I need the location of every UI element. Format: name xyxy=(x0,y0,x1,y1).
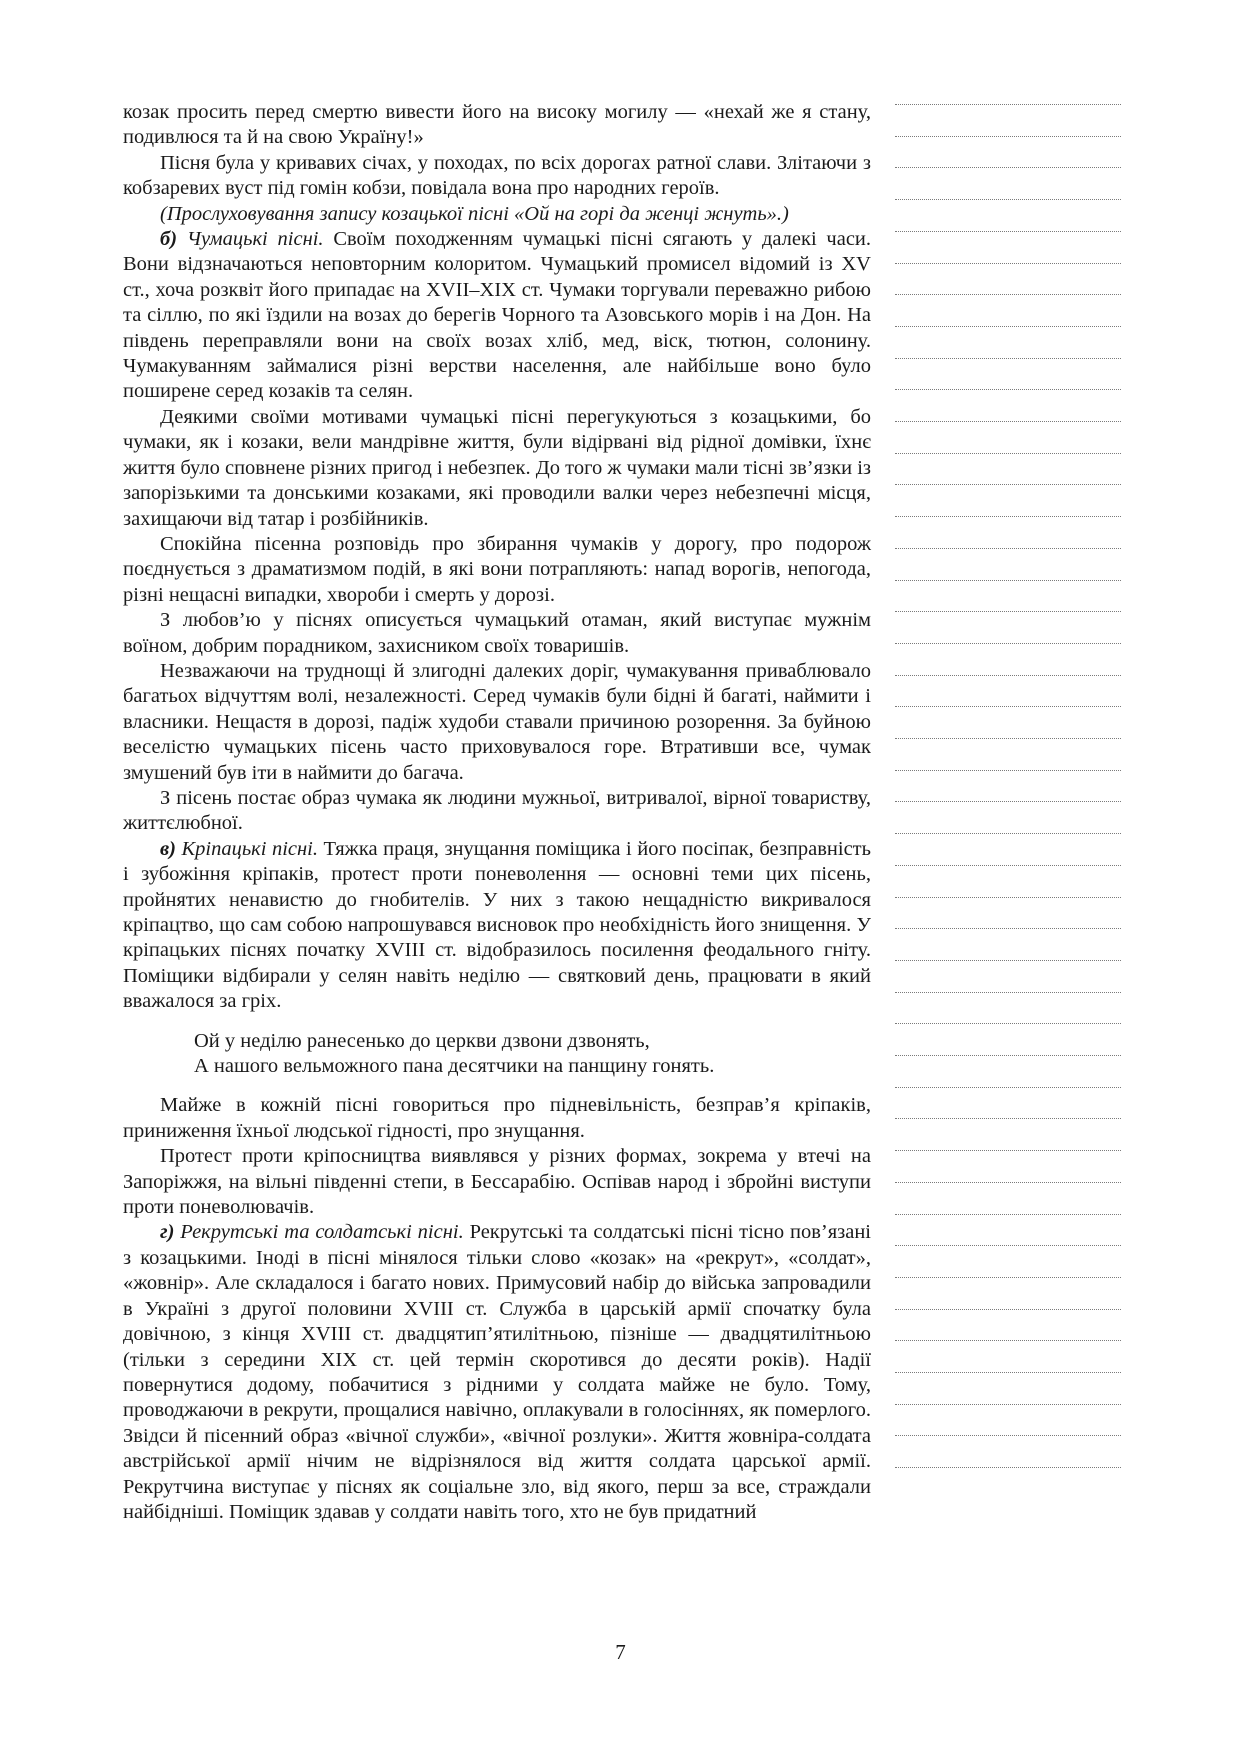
notes-margin xyxy=(895,0,1121,1754)
note-line xyxy=(895,1118,1121,1119)
note-line xyxy=(895,104,1121,105)
note-line xyxy=(895,294,1121,295)
paragraph-continuation: козак просить перед смертю вивести його на високу могилу — «нехай же я стану, подивлюся та й на свою Україну!» xyxy=(123,101,871,149)
section-paragraph xyxy=(123,227,871,405)
note-line xyxy=(895,1214,1121,1215)
note-line xyxy=(895,706,1121,707)
section-heading: Чумацькі пісні. xyxy=(186,228,324,251)
note-line xyxy=(895,1055,1121,1056)
paragraph: Спокійна пісенна розповідь про збирання чумаків у дорогу, про подорож поєднується з драматизмом подій, в які вони потрапляють: напад ворогів, непогода, різні нещасні випадки, хвороби і смерть у дорозі. xyxy=(123,532,871,606)
paragraph: З любов’ю у піснях описується чумацький отаман, який виступає мужнім воїном, добрим порадником, захисником своїх товаришів. xyxy=(123,609,871,657)
note-line xyxy=(895,453,1121,454)
section-text: Тяжка праця, знущання поміщика і його посіпак, безправність і зубожіння кріпаків, протест проти поневолення — основні теми цих пісень, пройнятих ненавистю до гнобителів. У них з такою нещадністю викривалося кріпацтво, що сам собою напрошувався висновок про необхідність його знищення. У кріпацьких піснях початку XVIII ст. відобразилось посилення феодального гніту. Поміщики відбирали у селян навіть неділю — святковий день, працювати в який вважалося за гріх. xyxy=(123,837,871,1013)
note-line xyxy=(895,833,1121,834)
note-line xyxy=(895,675,1121,676)
note-line xyxy=(895,1404,1121,1405)
note-line xyxy=(895,263,1121,264)
note-line xyxy=(895,865,1121,866)
section-letter: б) xyxy=(160,228,178,251)
paragraph: Пісня була у кривавих січах, у походах, по всіх дорогах ратної слави. Злітаючи з кобзаревих вуст під гомін кобзи, повідала вона про народних героїв. xyxy=(123,151,871,200)
note-line xyxy=(895,1340,1121,1341)
paragraph: Незважаючи на труднощі й злигодні далеких доріг, чумакування приваблювало багатьох відчуттям волі, незалежності. Серед чумаків були бідні й багаті, наймити і власники. Нещастя в дорозі, падіж худоби ставали причиною розорення. За буйною веселістю чумацьких пісень часто приховувалося горе. Втративши все, чумак змушений був іти в наймити до багача. xyxy=(123,659,871,784)
note-line xyxy=(895,992,1121,993)
section-heading: Кріпацькі пісні. xyxy=(181,837,318,860)
section-letter: г) xyxy=(160,1221,175,1244)
section-text: Своїм походженням чумацькі пісні сягають у далекі часи. Вони відзначаються неповторним колоритом. Чумацький промисел відомий із XV ст., хоча розквіт його припадає на XVII–XIX ст. Чумаки торгували переважно рибою та сіллю, по які їздили на возах до берегів Чорного та Азовського морів і на Дон. На південь переправляли вони на своїх возах хліб, мед, віск, тютюн, солонину. Чумакуванням займалися різні верстви населення, але найбільше воно було поширене серед козаків та селян. xyxy=(123,228,872,403)
note-line xyxy=(895,960,1121,961)
note-line xyxy=(895,326,1121,327)
verse-quote xyxy=(194,1029,871,1080)
note-line xyxy=(895,516,1121,517)
note-line xyxy=(895,1309,1121,1310)
main-text-column xyxy=(123,100,871,1525)
note-line xyxy=(895,231,1121,232)
note-line xyxy=(895,801,1121,802)
note-line xyxy=(895,897,1121,898)
note-line xyxy=(895,167,1121,168)
section-paragraph xyxy=(123,837,871,1015)
note-line xyxy=(895,580,1121,581)
note-line xyxy=(895,484,1121,485)
note-line xyxy=(895,1023,1121,1024)
note-line xyxy=(895,611,1121,612)
note-line xyxy=(895,1435,1121,1436)
section-letter: в) xyxy=(160,837,176,860)
paragraph: З пісень постає образ чумака як людини мужньої, витривалої, вірної товариству, життєлюбної. xyxy=(123,786,871,835)
section-heading: Рекрутські та солдатські пісні. xyxy=(180,1221,464,1244)
note-line xyxy=(895,928,1121,929)
note-line xyxy=(895,643,1121,644)
note-line xyxy=(895,1150,1121,1151)
note-line xyxy=(895,738,1121,739)
paragraph: Майже в кожній пісні говориться про підневільність, безправ’я кріпаків, приниження їхньої людської гідності, про знущання. xyxy=(123,1094,871,1142)
verse-line: А нашого вельможного пана десятчики на панщину гонять. xyxy=(194,1055,715,1078)
paragraph: Деякими своїми мотивами чумацькі пісні перегукуються з козацькими, бо чумаки, як і козаки, вели мандрівне життя, були відірвані від рідної домівки, їхнє життя було сповнене різних пригод і небезпек. До того ж чумаки мали тісні зв’язки із запорізькими та донськими козаками, які проводили валки через небезпечні місця, захищаючи від татар і розбійників. xyxy=(123,405,871,530)
page-number: 7 xyxy=(615,1640,626,1664)
note-line xyxy=(895,358,1121,359)
paragraph: Протест проти кріпосництва виявлявся у різних формах, зокрема у втечі на Запоріжжя, на вільні південні степи, в Бессарабію. Оспівав народ і збройні виступи проти поневолювачів. xyxy=(123,1145,871,1219)
note-line xyxy=(895,136,1121,137)
note-line xyxy=(895,389,1121,390)
note-line xyxy=(895,548,1121,549)
note-line xyxy=(895,1277,1121,1278)
note-line xyxy=(895,1245,1121,1246)
section-paragraph xyxy=(123,1220,871,1525)
note-line xyxy=(895,1087,1121,1088)
note-line xyxy=(895,770,1121,771)
note-line xyxy=(895,1372,1121,1373)
note-line xyxy=(895,1467,1121,1468)
note-line xyxy=(895,1182,1121,1183)
note-line xyxy=(895,421,1121,422)
stage-direction: (Прослуховування запису козацької пісні «Ой на горі да женці жнуть».) xyxy=(160,202,789,225)
note-line xyxy=(895,199,1121,200)
verse-line: Ой у неділю ранесенько до церкви дзвони дзвонять, xyxy=(194,1029,650,1052)
section-text: Рекрутські та солдатські пісні тісно пов’язані з козацькими. Іноді в пісні мінялося тільки слово «козак» на «рекрут», «солдат», «жовнір». Але складалося і багато нових. Примусовий набір до війська запровадили в Україні з другої половини XVIII ст. Служба в царській армії спочатку була довічною, з кінця XVIII ст. двадцятип’ятилітньою, пізніше — двадцятилітньою (тільки з середини XIX ст. цей термін скоротився до десяти років). Надії повернутися додому, побачитися з рідними у солдата майже не було. Тому, проводжаючи в рекрути, прощалися навічно, оплакували в голосіннях, як померлого. Звідси й пісенний образ «вічної служби», «вічної розлуки». Життя жовніра-солдата австрійської армії нічим не відрізнялося від життя солдата царської армії. Рекрутчина виступає у піснях як соціальне зло, від якого, перш за все, страждали найбідніші. Поміщик здавав у солдати навіть того, хто не був придатний xyxy=(123,1221,872,1523)
